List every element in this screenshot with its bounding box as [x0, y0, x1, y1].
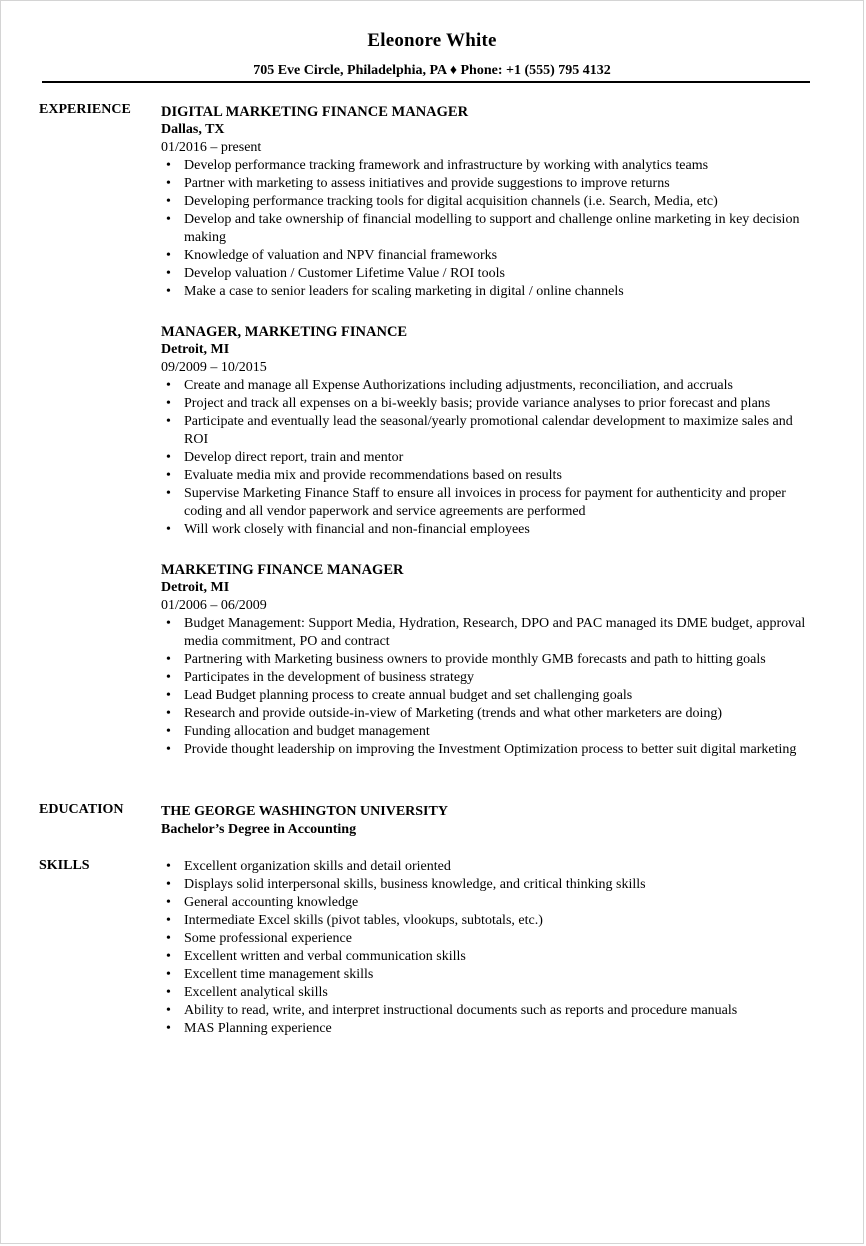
bullet-item: • Partner with marketing to assess initiatives and provide suggestions to improve returns	[184, 175, 811, 193]
education-entry	[161, 803, 811, 839]
experience-section-label: EXPERIENCE	[39, 102, 131, 117]
job-title: MARKETING FINANCE MANAGER	[161, 562, 404, 578]
job-entry-1	[161, 103, 811, 301]
job-dates: 09/2009 – 10/2015	[161, 360, 267, 375]
skills-list	[161, 858, 811, 1038]
skill-item: • Excellent written and verbal communication skills	[184, 948, 811, 966]
candidate-name: Eleonore White	[367, 30, 497, 51]
skill-item: • Ability to read, write, and interpret instructional documents such as reports and procedure manuals	[184, 1002, 811, 1020]
skills-section-label: SKILLS	[39, 858, 90, 873]
job-location: Detroit, MI	[161, 580, 230, 595]
job-location: Dallas, TX	[161, 122, 225, 137]
bullet-item: • Supervise Marketing Finance Staff to ensure all invoices in process for payment for authenticity and proper coding and all vendor paperwork and service agreements are performed	[184, 485, 811, 521]
bullet-item: • Research and provide outside-in-view of Marketing (trends and what other marketers are doing)	[184, 705, 811, 723]
skill-item: • Excellent analytical skills	[184, 984, 811, 1002]
bullet-item: • Partnering with Marketing business owners to provide monthly GMB forecasts and path to hitting goals	[184, 651, 811, 669]
bullet-item: • Participate and eventually lead the seasonal/yearly promotional calendar development to maximize sales and ROI	[184, 413, 811, 449]
job-bullets	[161, 157, 811, 301]
job-dates: 01/2016 – present	[161, 140, 262, 155]
bullet-item: • Participates in the development of business strategy	[184, 669, 811, 687]
bullet-item: • Will work closely with financial and non-financial employees	[184, 521, 811, 539]
skill-item: • Intermediate Excel skills (pivot tables, vlookups, subtotals, etc.)	[184, 912, 811, 930]
bullet-item: • Knowledge of valuation and NPV financial frameworks	[184, 247, 811, 265]
bullet-item: • Developing performance tracking tools for digital acquisition channels (i.e. Search, Media, etc)	[184, 193, 811, 211]
bullet-item: • Develop direct report, train and mentor	[184, 449, 811, 467]
job-bullets	[161, 377, 811, 539]
skill-item: • Excellent time management skills	[184, 966, 811, 984]
skill-item: • MAS Planning experience	[184, 1020, 811, 1038]
skills-entry	[161, 858, 811, 1038]
job-dates: 01/2006 – 06/2009	[161, 598, 267, 613]
skill-item: • Some professional experience	[184, 930, 811, 948]
skill-item: • Displays solid interpersonal skills, business knowledge, and critical thinking skills	[184, 876, 811, 894]
bullet-item: • Budget Management: Support Media, Hydration, Research, DPO and PAC managed its DME budget, approval media commitment, PO and contract	[184, 615, 811, 651]
bullet-item: • Project and track all expenses on a bi-weekly basis; provide variance analyses to prior forecast and plans	[184, 395, 811, 413]
job-entry-2	[161, 323, 811, 539]
bullet-item: • Create and manage all Expense Authorizations including adjustments, reconciliation, and accruals	[184, 377, 811, 395]
job-entry-3	[161, 561, 811, 759]
job-bullets	[161, 615, 811, 759]
degree: Bachelor’s Degree in Accounting	[161, 822, 357, 837]
contact-line: 705 Eve Circle, Philadelphia, PA ♦ Phone: +1 (555) 795 4132	[253, 63, 611, 78]
bullet-item: • Evaluate media mix and provide recommendations based on results	[184, 467, 811, 485]
education-section-label: EDUCATION	[39, 802, 124, 817]
bullet-item: • Provide thought leadership on improving the Investment Optimization process to better suit digital marketing	[184, 741, 811, 759]
bullet-item: • Make a case to senior leaders for scaling marketing in digital / online channels	[184, 283, 811, 301]
header-divider	[42, 81, 810, 83]
bullet-item: • Develop performance tracking framework and infrastructure by working with analytics teams	[184, 157, 811, 175]
job-location: Detroit, MI	[161, 342, 230, 357]
school-name: THE GEORGE WASHINGTON UNIVERSITY	[161, 804, 448, 819]
job-title: DIGITAL MARKETING FINANCE MANAGER	[161, 104, 469, 120]
bullet-item: • Develop and take ownership of financial modelling to support and challenge online marketing in key decision making	[184, 211, 811, 247]
skill-item: • General accounting knowledge	[184, 894, 811, 912]
job-title: MANAGER, MARKETING FINANCE	[161, 324, 408, 340]
skill-item: • Excellent organization skills and detail oriented	[184, 858, 811, 876]
bullet-item: • Lead Budget planning process to create annual budget and set challenging goals	[184, 687, 811, 705]
bullet-item: • Develop valuation / Customer Lifetime Value / ROI tools	[184, 265, 811, 283]
bullet-item: • Funding allocation and budget management	[184, 723, 811, 741]
